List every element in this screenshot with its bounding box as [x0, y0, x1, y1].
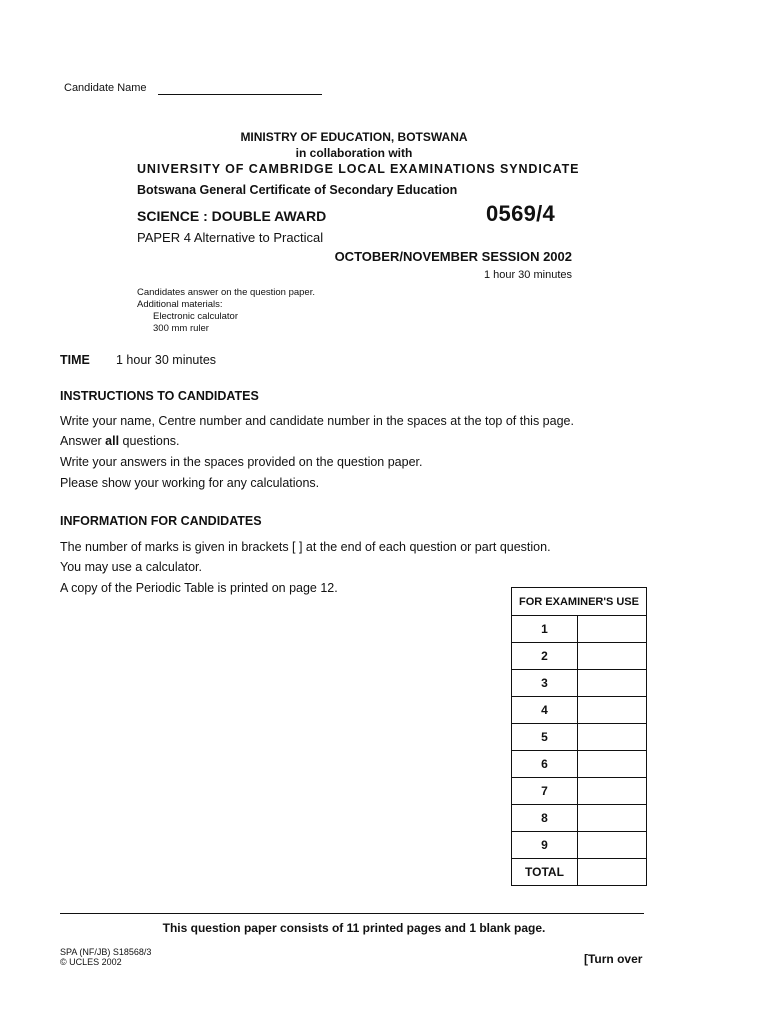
question-number: 9	[512, 832, 578, 859]
candidate-name-label: Candidate Name	[64, 82, 147, 94]
instruction-line: Write your answers in the spaces provided on the question paper.	[60, 455, 423, 469]
question-number: 7	[512, 778, 578, 805]
paper-code: 0569/4	[486, 201, 556, 226]
question-number: 4	[512, 697, 578, 724]
information-line: The number of marks is given in brackets [ ] at the end of each question or part question.	[60, 540, 551, 554]
time-value: 1 hour 30 minutes	[116, 353, 217, 367]
session-title: OCTOBER/NOVEMBER SESSION 2002	[334, 249, 572, 264]
footer-divider	[60, 913, 644, 914]
mark-cell[interactable]	[578, 616, 647, 643]
question-number: 6	[512, 751, 578, 778]
materials-line: 300 mm ruler	[153, 323, 209, 334]
emphasis-all: all	[105, 434, 120, 448]
certificate-title: Botswana General Certificate of Secondary Education	[137, 183, 458, 197]
mark-cell[interactable]	[578, 805, 647, 832]
time-label: TIME	[60, 353, 90, 367]
question-number: 8	[512, 805, 578, 832]
materials-line: Electronic calculator	[153, 311, 239, 322]
instruction-line: Please show your working for any calculations.	[60, 476, 320, 490]
mark-cell[interactable]	[578, 751, 647, 778]
ucles-heading: UNIVERSITY OF CAMBRIDGE LOCAL EXAMINATIONS SYNDICATE	[137, 162, 580, 176]
duration-text: 1 hour 30 minutes	[483, 269, 572, 281]
mark-cell[interactable]	[578, 832, 647, 859]
mark-cell[interactable]	[578, 643, 647, 670]
paper-reference: SPA (NF/JB) S18568/3	[60, 947, 152, 957]
mark-cell[interactable]	[578, 670, 647, 697]
information-line: You may use a calculator.	[60, 560, 202, 574]
materials-line: Additional materials:	[137, 299, 223, 310]
instruction-line: Answer all questions.	[60, 434, 180, 448]
total-mark-cell[interactable]	[578, 859, 647, 886]
question-number: 1	[512, 616, 578, 643]
mark-cell[interactable]	[578, 778, 647, 805]
turn-over-note: [Turn over	[584, 952, 643, 966]
instruction-line: Write your name, Centre number and candidate number in the spaces at the top of this page.	[60, 414, 574, 428]
mark-cell[interactable]	[578, 697, 647, 724]
subject-title: SCIENCE : DOUBLE AWARD	[137, 208, 327, 224]
examiner-use-table	[511, 587, 647, 886]
candidate-name-line[interactable]	[158, 94, 322, 95]
mark-cell[interactable]	[578, 724, 647, 751]
information-heading: INFORMATION FOR CANDIDATES	[60, 514, 262, 528]
ministry-heading: MINISTRY OF EDUCATION, BOTSWANA	[240, 130, 468, 144]
question-number: 2	[512, 643, 578, 670]
page-count-note: This question paper consists of 11 printed pages and 1 blank page.	[162, 921, 546, 935]
question-number: 3	[512, 670, 578, 697]
materials-line: Candidates answer on the question paper.	[137, 287, 315, 298]
collaboration-line: in collaboration with	[295, 146, 413, 160]
paper-title: PAPER 4 Alternative to Practical	[137, 230, 324, 245]
examiner-table-heading: FOR EXAMINER'S USE	[512, 588, 647, 616]
copyright-note: © UCLES 2002	[60, 957, 122, 967]
information-line: A copy of the Periodic Table is printed on page 12.	[60, 581, 338, 595]
total-label: TOTAL	[512, 859, 578, 886]
instructions-heading: INSTRUCTIONS TO CANDIDATES	[60, 389, 259, 403]
question-number: 5	[512, 724, 578, 751]
